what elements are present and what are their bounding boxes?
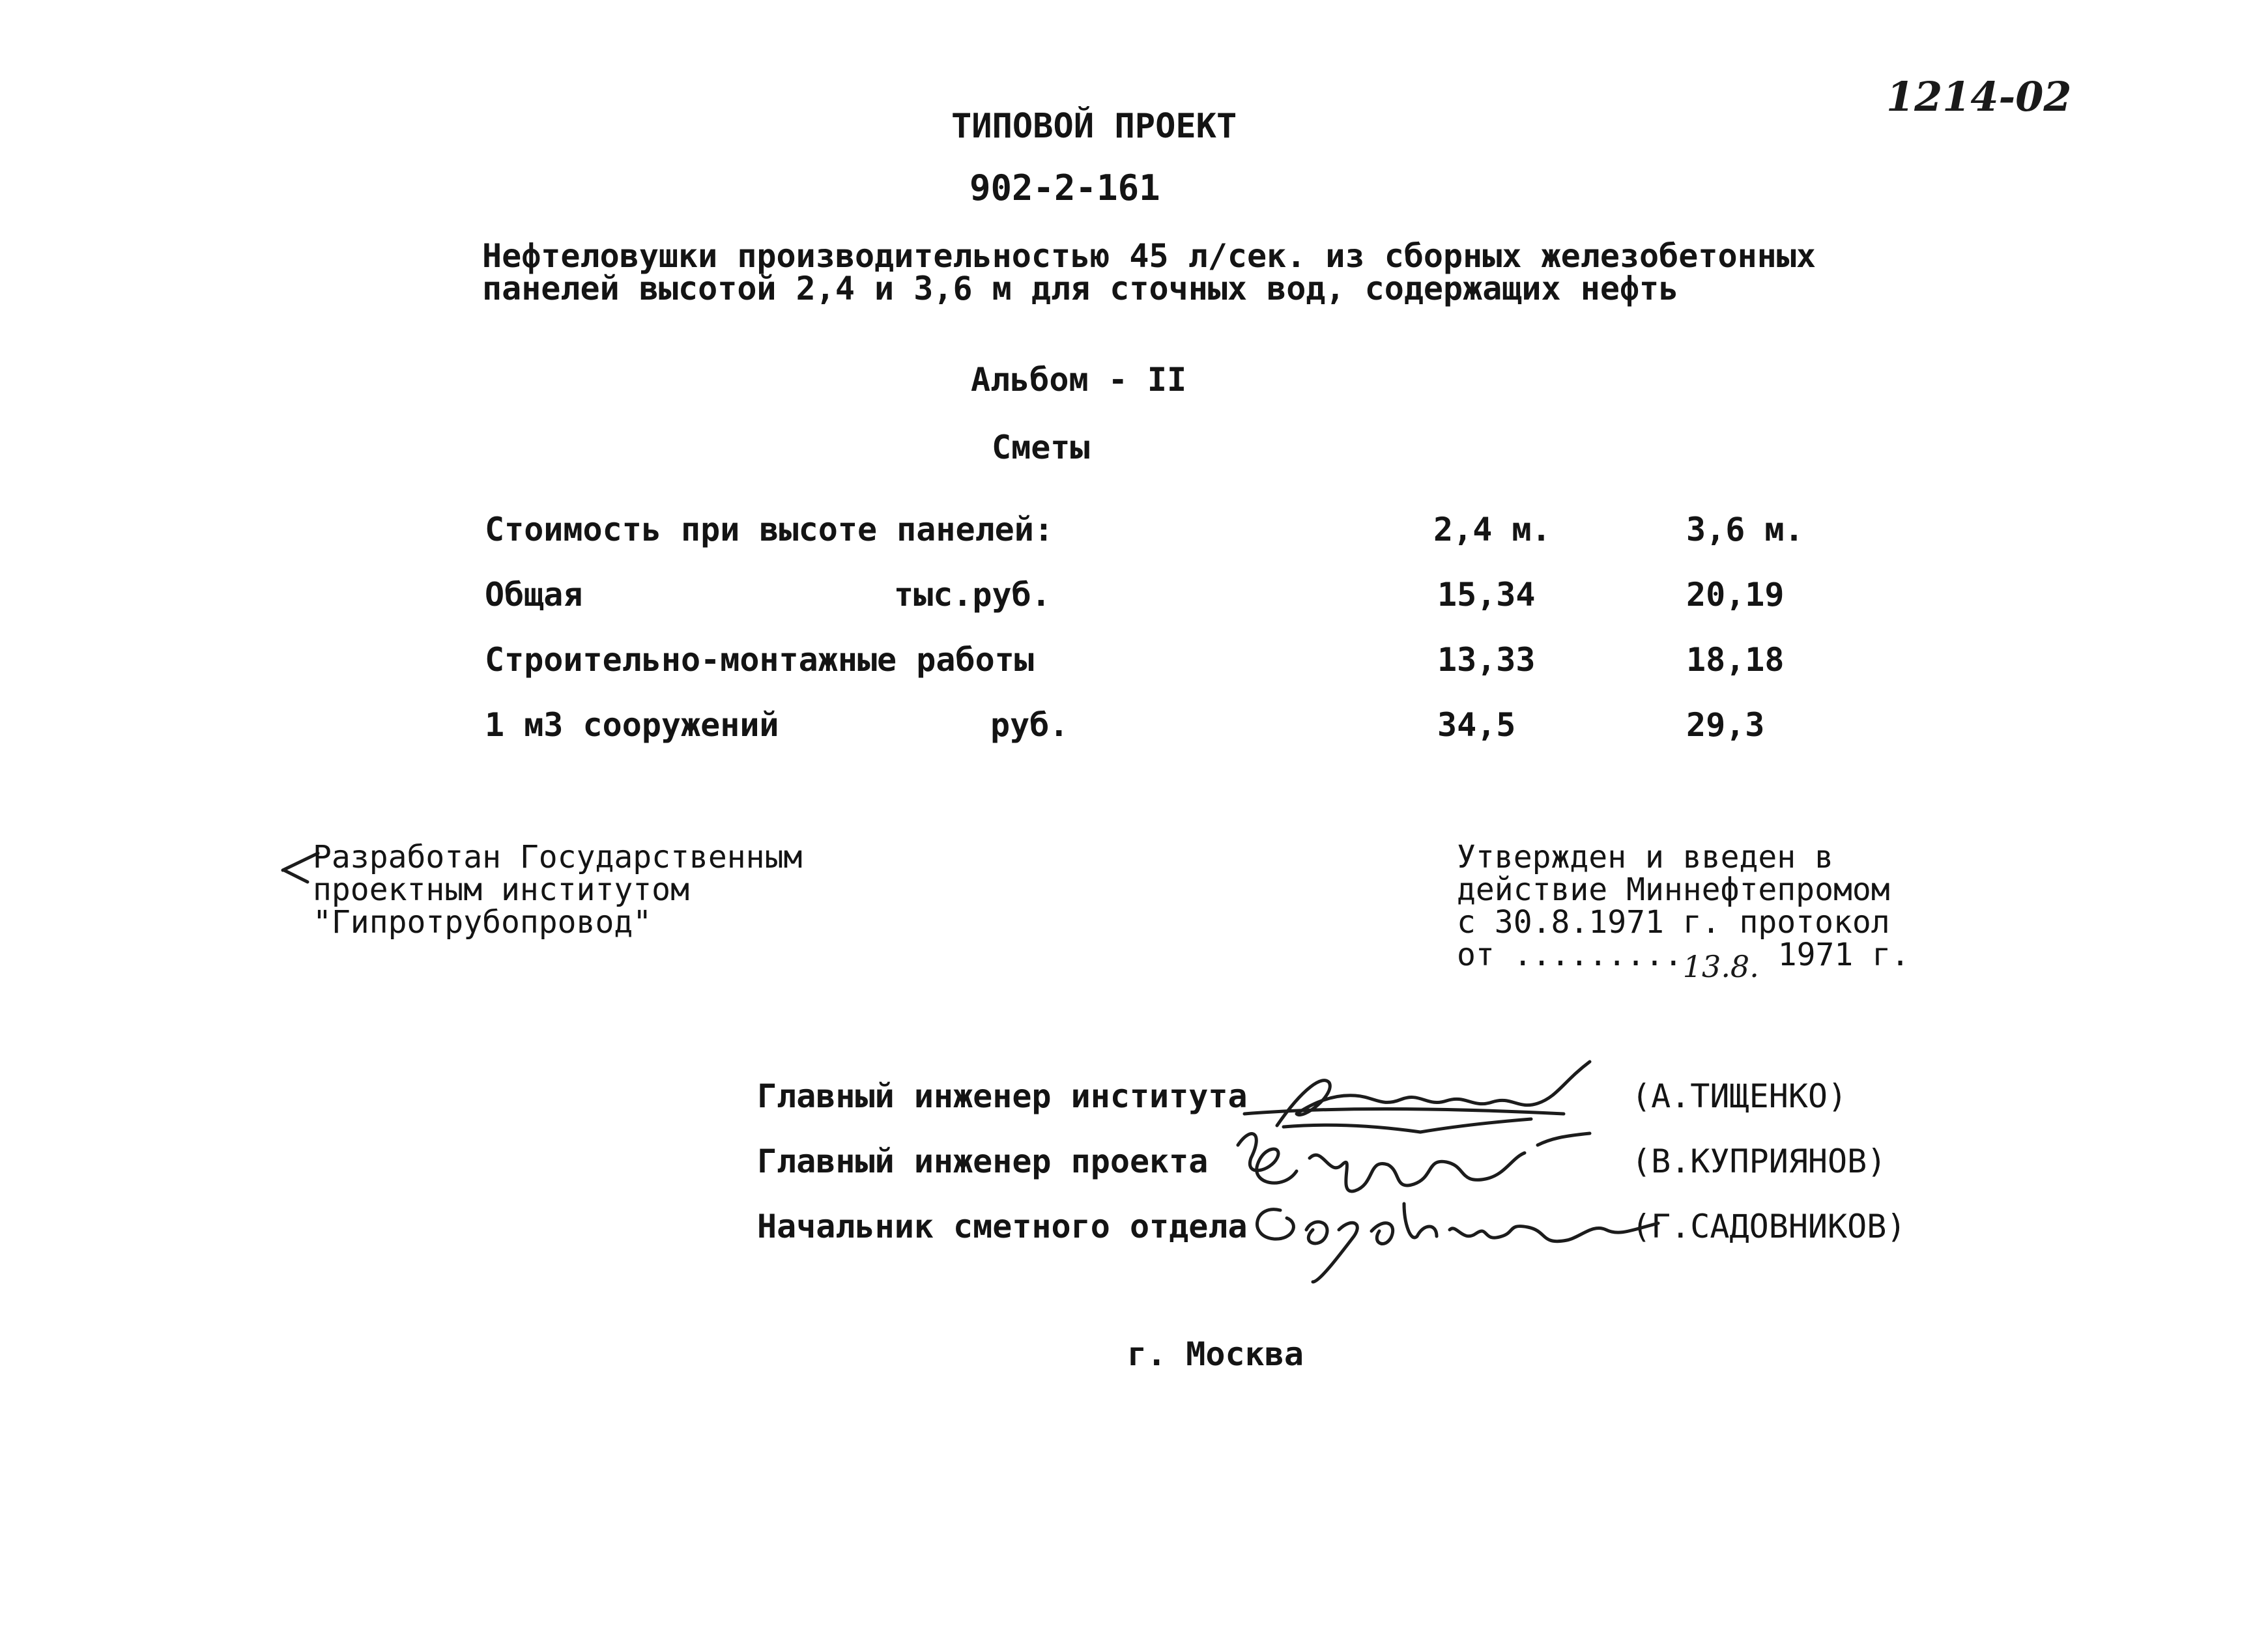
signature-name-tishchenko: (А.ТИЩЕНКО) [1631, 1077, 1848, 1115]
developer-line-1: Разработан Государственным [313, 839, 803, 875]
row-label: Строительно-монтажные работы [485, 641, 1034, 679]
row-unit: тыс.руб. [894, 576, 1051, 614]
approval-date-prefix: от ......... [1457, 937, 1683, 973]
description-line-1: Нефтеловушки производительностью 45 л/сек. из сборных железобетонных [482, 237, 1816, 275]
signature-role-head-estimate-dept: Начальник сметного отдела [757, 1208, 1248, 1245]
document-number: 1214-02 [1886, 73, 2072, 121]
developer-line-3: "Гипротрубопровод" [313, 904, 652, 941]
row-label: Общая [485, 576, 583, 614]
approval-line-2: действие Миннефтепромом [1457, 872, 1890, 908]
approval-date-suffix: 1971 г. [1758, 937, 1910, 973]
row-value-3-6: 29,3 [1686, 706, 1765, 744]
approval-line-4 [1457, 937, 1910, 984]
approval-line-1: Утвержден и введен в [1457, 839, 1833, 875]
approval-date-handwritten: 13.8. [1682, 949, 1759, 984]
approval-line-3: с 30.8.1971 г. протокол [1457, 904, 1890, 941]
row-value-2-4: 15,34 [1437, 576, 1536, 614]
city-label: г. Москва [1127, 1335, 1304, 1373]
row-value-3-6: 20,19 [1686, 576, 1785, 614]
signature-role-chief-engineer-institute: Главный инженер института [757, 1077, 1248, 1115]
signature-name-sadovnikov: (Г.САДОВНИКОВ) [1631, 1208, 1906, 1245]
album-label: Альбом - II [971, 361, 1187, 399]
row-unit: руб. [990, 706, 1069, 744]
project-number: 902-2-161 [969, 167, 1160, 208]
description-line-2: панелей высотой 2,4 и 3,6 м для сточных вод, содержащих нефть [482, 270, 1679, 307]
cost-table-header-label: Стоимость при высоте панелей: [485, 511, 1054, 548]
section-label: Сметы [992, 429, 1090, 466]
row-value-2-4: 34,5 [1437, 706, 1516, 744]
signature-role-chief-engineer-project: Главный инженер проекта [757, 1142, 1209, 1180]
row-value-2-4: 13,33 [1437, 641, 1536, 679]
row-value-3-6: 18,18 [1686, 641, 1785, 679]
cost-table-col2-header: 3,6 м. [1686, 511, 1804, 548]
document-title: ТИПОВОЙ ПРОЕКТ [951, 107, 1237, 146]
developer-line-2: проектным институтом [313, 872, 689, 908]
cost-table-col1-header: 2,4 м. [1433, 511, 1551, 548]
row-label: 1 м3 сооружений [485, 706, 779, 744]
signature-sadovnikov [1241, 1184, 1671, 1288]
signature-name-kupriyanov: (В.КУПРИЯНОВ) [1631, 1142, 1887, 1180]
